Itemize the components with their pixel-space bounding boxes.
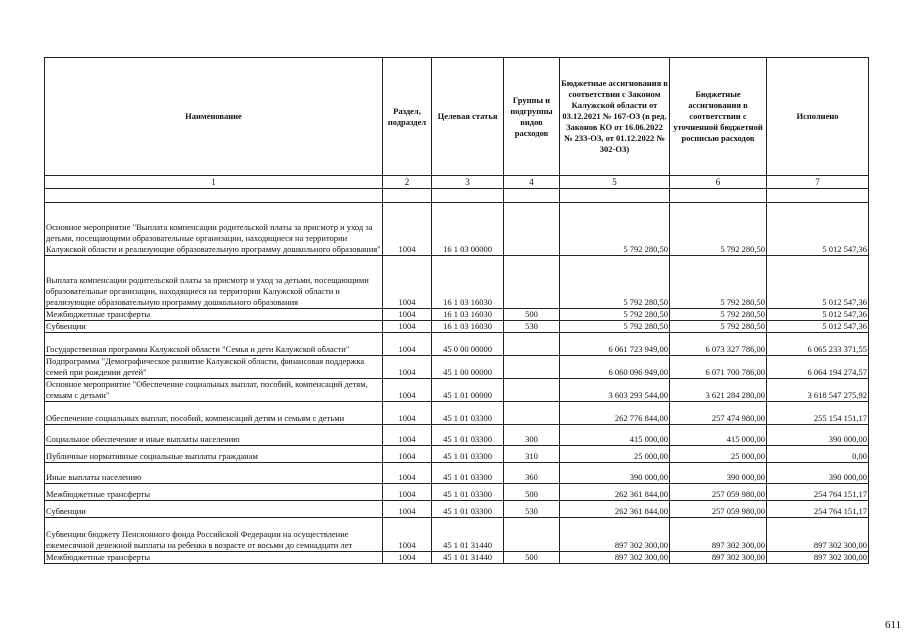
spacer-row [45, 189, 869, 203]
row-target-article: 45 1 01 03300 [432, 484, 504, 501]
row-section: 1004 [383, 256, 432, 309]
row-executed-amount: 5 012 547,36 [767, 321, 869, 333]
row-name: Обеспечение социальных выплат, пособий, компенсаций детям и семьям с детьми [45, 402, 383, 425]
row-revised-amount: 257 059 980,00 [670, 501, 767, 518]
header-executed: Исполнено [767, 58, 869, 176]
table-row [45, 463, 869, 484]
row-expense-group [504, 518, 560, 552]
row-expense-group [504, 356, 560, 379]
column-number: 6 [670, 176, 767, 189]
row-section: 1004 [383, 446, 432, 463]
row-section: 1004 [383, 463, 432, 484]
row-section: 1004 [383, 356, 432, 379]
table-row [45, 203, 869, 256]
row-name: Основное мероприятие "Обеспечение социальных выплат, пособий, компенсаций детям, семьям с детьми" [45, 379, 383, 402]
row-executed-amount: 254 764 151,17 [767, 501, 869, 518]
row-law-amount: 897 302 300,00 [560, 552, 670, 564]
row-section: 1004 [383, 333, 432, 356]
table-row [45, 356, 869, 379]
row-target-article: 45 1 01 03300 [432, 425, 504, 446]
row-name: Межбюджетные трансферты [45, 484, 383, 501]
table-header-row [45, 58, 869, 176]
row-name: Публичные нормативные социальные выплаты гражданам [45, 446, 383, 463]
row-section: 1004 [383, 518, 432, 552]
row-law-amount: 5 792 280,50 [560, 321, 670, 333]
table-row [45, 446, 869, 463]
table-row [45, 425, 869, 446]
row-expense-group: 500 [504, 552, 560, 564]
row-expense-group [504, 402, 560, 425]
row-target-article: 45 1 01 31440 [432, 552, 504, 564]
row-target-article: 45 1 01 03300 [432, 501, 504, 518]
header-name: Наименование [45, 58, 383, 176]
table-row [45, 501, 869, 518]
row-target-article: 16 1 03 16030 [432, 309, 504, 321]
table-row [45, 402, 869, 425]
row-expense-group [504, 203, 560, 256]
row-law-amount: 415 000,00 [560, 425, 670, 446]
row-target-article: 45 1 01 03300 [432, 402, 504, 425]
column-number: 2 [383, 176, 432, 189]
row-name: Субвенции [45, 501, 383, 518]
row-law-amount: 897 302 300,00 [560, 518, 670, 552]
row-law-amount: 5 792 280,50 [560, 203, 670, 256]
row-target-article: 45 1 01 03300 [432, 446, 504, 463]
budget-table [44, 57, 869, 564]
header-law-allocations: Бюджетные ассигнования в соответствии с Законом Калужской области от 03.12.2021 № 167-ОЗ (в ред. Законов КО от 16.06.2022 № 233-ОЗ, от 01.12.2022 № 302-ОЗ) [560, 58, 670, 176]
row-executed-amount: 6 065 233 371,55 [767, 333, 869, 356]
row-expense-group [504, 256, 560, 309]
row-law-amount: 3 603 293 544,00 [560, 379, 670, 402]
row-law-amount: 262 361 844,00 [560, 484, 670, 501]
row-name: Иные выплаты населению [45, 463, 383, 484]
header-expense-groups: Группы и подгруппы видов расходов [504, 58, 560, 176]
row-revised-amount: 6 071 700 786,00 [670, 356, 767, 379]
row-expense-group [504, 333, 560, 356]
row-executed-amount: 254 764 151,17 [767, 484, 869, 501]
row-revised-amount: 897 302 300,00 [670, 518, 767, 552]
row-expense-group: 530 [504, 501, 560, 518]
column-number: 4 [504, 176, 560, 189]
row-name: Субвенции [45, 321, 383, 333]
header-section: Раздел, подраздел [383, 58, 432, 176]
row-revised-amount: 257 059 980,00 [670, 484, 767, 501]
table-row [45, 552, 869, 564]
header-target-article: Целевая статья [432, 58, 504, 176]
row-target-article: 16 1 03 16030 [432, 256, 504, 309]
row-law-amount: 25 000,00 [560, 446, 670, 463]
table-row [45, 256, 869, 309]
row-revised-amount: 6 073 327 786,00 [670, 333, 767, 356]
row-expense-group: 300 [504, 425, 560, 446]
row-executed-amount: 5 012 547,36 [767, 203, 869, 256]
column-number-row [45, 176, 869, 189]
row-revised-amount: 25 000,00 [670, 446, 767, 463]
row-target-article: 16 1 03 16030 [432, 321, 504, 333]
row-section: 1004 [383, 484, 432, 501]
row-revised-amount: 257 474 980,00 [670, 402, 767, 425]
row-executed-amount: 6 064 194 274,57 [767, 356, 869, 379]
row-expense-group [504, 379, 560, 402]
row-revised-amount: 5 792 280,50 [670, 309, 767, 321]
row-name: Подпрограмма "Демографическое развитие Калужской области, финансовая поддержка семей при рождении детей" [45, 356, 383, 379]
row-section: 1004 [383, 321, 432, 333]
row-section: 1004 [383, 552, 432, 564]
row-section: 1004 [383, 425, 432, 446]
row-law-amount: 390 000,00 [560, 463, 670, 484]
row-name: Межбюджетные трансферты [45, 552, 383, 564]
row-target-article: 16 1 03 00000 [432, 203, 504, 256]
row-expense-group: 360 [504, 463, 560, 484]
page-number: 611 [885, 619, 902, 631]
row-section: 1004 [383, 203, 432, 256]
row-revised-amount: 5 792 280,50 [670, 203, 767, 256]
header-revised-allocations: Бюджетные ассигнования в соответствии с уточненной бюджетной росписью расходов [670, 58, 767, 176]
row-law-amount: 5 792 280,50 [560, 309, 670, 321]
row-target-article: 45 0 00 00000 [432, 333, 504, 356]
row-law-amount: 5 792 280,50 [560, 256, 670, 309]
column-number: 1 [45, 176, 383, 189]
row-law-amount: 262 361 844,00 [560, 501, 670, 518]
row-executed-amount: 897 302 300,00 [767, 518, 869, 552]
column-number: 3 [432, 176, 504, 189]
row-executed-amount: 5 012 547,36 [767, 309, 869, 321]
row-name: Социальное обеспечение и иные выплаты населению [45, 425, 383, 446]
budget-document [44, 57, 869, 564]
row-target-article: 45 1 00 00000 [432, 356, 504, 379]
row-name: Субвенции бюджету Пенсионного фонда Российской Федерации на осуществление ежемесячной денежной выплаты на ребенка в возрасте от восьми до семнадцати лет [45, 518, 383, 552]
row-target-article: 45 1 01 00000 [432, 379, 504, 402]
row-executed-amount: 255 154 151,17 [767, 402, 869, 425]
column-number: 7 [767, 176, 869, 189]
row-revised-amount: 5 792 280,50 [670, 321, 767, 333]
row-executed-amount: 5 012 547,36 [767, 256, 869, 309]
row-section: 1004 [383, 309, 432, 321]
table-row [45, 333, 869, 356]
row-revised-amount: 5 792 280,50 [670, 256, 767, 309]
row-section: 1004 [383, 501, 432, 518]
table-row [45, 484, 869, 501]
row-revised-amount: 390 000,00 [670, 463, 767, 484]
row-revised-amount: 897 302 300,00 [670, 552, 767, 564]
table-row [45, 518, 869, 552]
row-name: Выплата компенсации родительской платы за присмотр и уход за детьми, посещающими образовательные организации, находящиеся на территории Калужской области и реализующие образовательную программу дошкольного образования [45, 256, 383, 309]
row-section: 1004 [383, 402, 432, 425]
row-name: Государственная программа Калужской области "Семья и дети Калужской области" [45, 333, 383, 356]
row-law-amount: 6 061 723 949,00 [560, 333, 670, 356]
row-name: Межбюджетные трансферты [45, 309, 383, 321]
row-law-amount: 6 060 096 949,00 [560, 356, 670, 379]
row-executed-amount: 3 618 547 275,92 [767, 379, 869, 402]
row-expense-group: 310 [504, 446, 560, 463]
table-row [45, 321, 869, 333]
row-executed-amount: 390 000,00 [767, 463, 869, 484]
row-section: 1004 [383, 379, 432, 402]
row-expense-group: 500 [504, 309, 560, 321]
row-name: Основное мероприятие "Выплата компенсации родительской платы за присмотр и уход за детьми, посещающими образовательные организации, находящиеся на территории Калужской области и реализующие образовательную программу дошкольного образования" [45, 203, 383, 256]
table-row [45, 309, 869, 321]
row-law-amount: 262 776 844,00 [560, 402, 670, 425]
row-executed-amount: 0,00 [767, 446, 869, 463]
row-revised-amount: 415 000,00 [670, 425, 767, 446]
row-expense-group: 500 [504, 484, 560, 501]
column-number: 5 [560, 176, 670, 189]
row-target-article: 45 1 01 03300 [432, 463, 504, 484]
row-executed-amount: 897 302 300,00 [767, 552, 869, 564]
row-target-article: 45 1 01 31440 [432, 518, 504, 552]
table-body [45, 203, 869, 564]
row-revised-amount: 3 621 284 280,00 [670, 379, 767, 402]
row-expense-group: 530 [504, 321, 560, 333]
table-row [45, 379, 869, 402]
row-executed-amount: 390 000,00 [767, 425, 869, 446]
